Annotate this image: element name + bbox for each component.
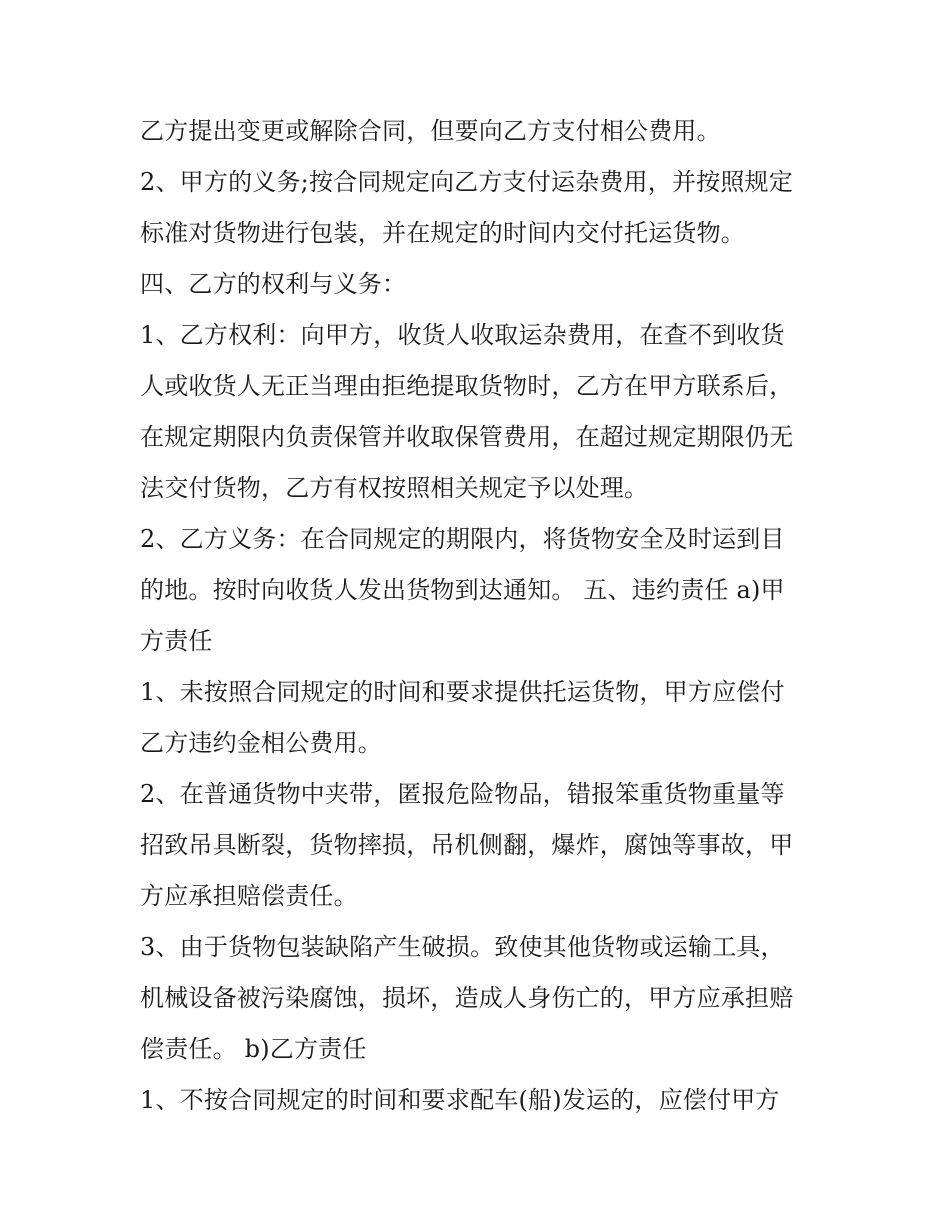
text-line: 1、不按合同规定的时间和要求配车(船)发运的，应偿付甲方 [140,1086,780,1114]
document-body [140,106,820,1126]
text-line: 乙方提出变更或解除合同，但要向乙方支付相公费用。 [140,117,721,145]
text-line: 2、乙方义务：在合同规定的期限内，将货物安全及时运到目 [140,525,785,553]
text-line: 人或收货人无正当理由拒绝提取货物时，乙方在甲方联系后， [140,372,794,400]
text-line: 2、甲方的义务;按合同规定向乙方支付运杂费用，并按照规定 [140,168,793,196]
text-line: 方应承担赔偿责任。 [140,882,358,910]
text-line: 1、乙方权利：向甲方，收货人收取运杂费用，在查不到收货 [140,321,785,349]
text-line: 招致吊具断裂，货物摔损，吊机侧翻，爆炸，腐蚀等事故，甲 [140,831,794,859]
text-line: 乙方违约金相公费用。 [140,729,382,757]
text-line: 1、未按照合同规定的时间和要求提供托运货物，甲方应偿付 [140,678,785,706]
text-line: 标准对货物进行包装，并在规定的时间内交付托运货物。 [140,219,745,247]
text-line: 的地。按时向收货人发出货物到达通知。 五、违约责任 a)甲 [140,576,785,604]
text-line: 2、在普通货物中夹带，匿报危险物品，错报笨重货物重量等 [140,780,785,808]
text-line: 偿责任。 b)乙方责任 [140,1035,367,1063]
text-line: 在规定期限内负责保管并收取保管费用，在超过规定期限仍无 [140,423,794,451]
text-line: 法交付货物，乙方有权按照相关规定予以处理。 [140,474,649,502]
text-line: 3、由于货物包装缺陷产生破损。致使其他货物或运输工具， [140,933,785,961]
text-line: 机械设备被污染腐蚀，损坏，造成人身伤亡的，甲方应承担赔 [140,984,794,1012]
text-line: 方责任 [140,627,213,655]
section-heading: 四、乙方的权利与义务： [140,270,407,298]
